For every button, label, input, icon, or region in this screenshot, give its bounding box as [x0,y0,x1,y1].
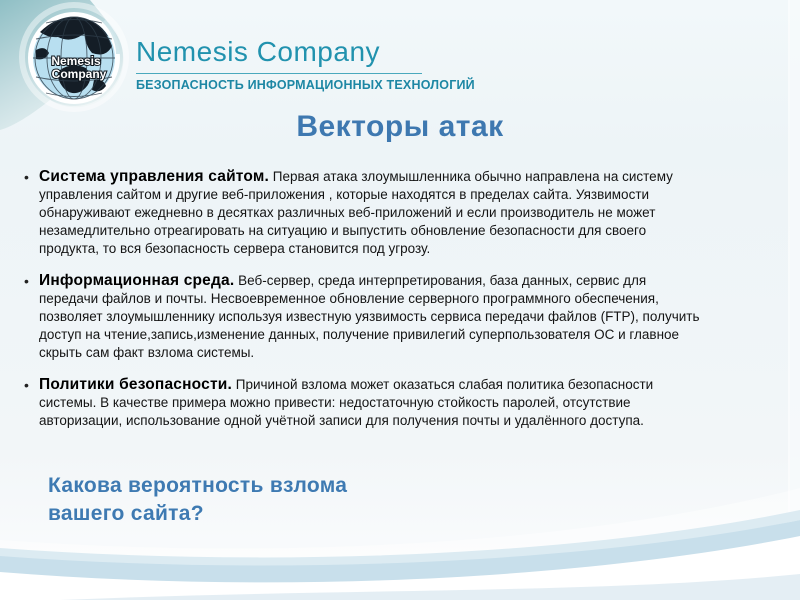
company-logo [24,8,124,108]
bullet-marker: • [24,377,29,393]
bullet-text: Причиной взлома может оказаться слабая политика безопасности системы. В качестве примера можно привести: недостаточную стойкость паролей, отсутствие авторизации, использование одной учётной записи для получения почты и удалённого доступа. [39,377,654,428]
bullet-text: Первая атака злоумышленника обычно направлена на систему управления сайтом и другие веб-приложения , которые находятся в пределах сайта. Уязвимости обнаруживают ежедневно в десятках различных веб-приложений и если производитель не может незамедлительно отреагировать на ситуацию и выпустить обновление безопасности для своего продукта, то вся безопасность сервера становится под угрозу. [39,169,673,256]
bullet-text: Веб-сервер, среда интерпретирования, база данных, сервис для передачи файлов и почты. Несвоевременное обновление серверного программного обеспечения, позволяет злоумышленнику используя известную уязвимость сервиса передачи файлов (FTP), получить доступ на чтение,запись,изменение данных, получение привилегий суперпользователя ОС и главное скрыть сам факт взлома системы. [39,273,700,360]
bullet-lead: Информационная среда. [39,272,235,289]
bullet-item-security-policies [24,376,702,430]
bullet-item-information-environment [24,272,702,362]
bullet-marker: • [24,169,29,185]
logo-text-line1: Nemesis [51,54,101,68]
brand-name: Nemesis Company [136,36,422,74]
bullet-item-site-management [24,168,702,258]
brand-tagline: БЕЗОПАСНОСТЬ ИНФОРМАЦИОННЫХ ТЕХНОЛОГИЙ [136,78,475,92]
logo-text-line2: Company [51,67,107,81]
bullet-marker: • [24,273,29,289]
closing-question: Какова вероятность взлома вашего сайта? [48,474,348,526]
bullet-lead: Политики безопасности. [39,376,232,393]
brand-block [136,36,475,92]
bullet-list [24,168,702,444]
slide-title: Векторы атак [296,110,504,143]
bullet-lead: Система управления сайтом. [39,168,270,185]
